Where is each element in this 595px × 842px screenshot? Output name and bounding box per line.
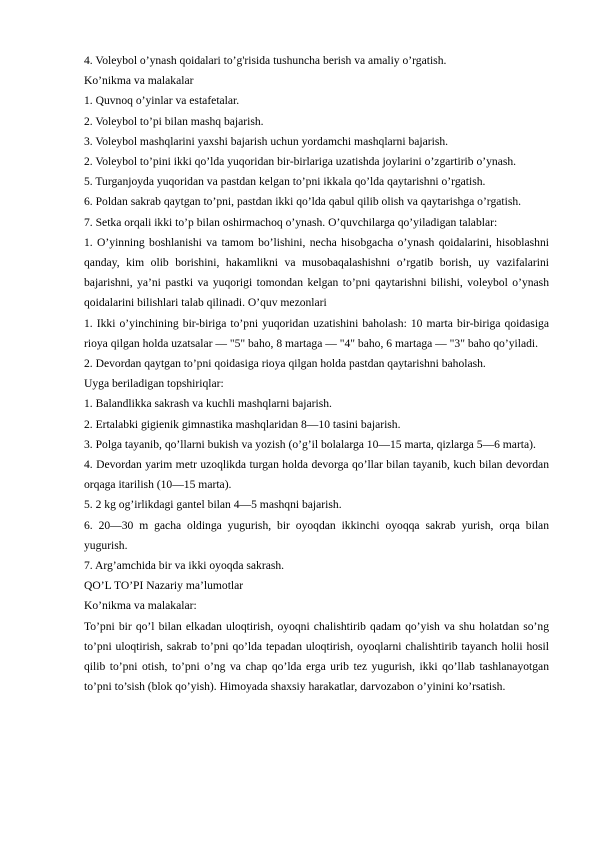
paragraph-15: 2. Ertalabki gigienik gimnastika mashqlaridan 8—10 tasini bajarish. [84, 417, 401, 431]
paragraph-4: 2. Voleybol to’pi bilan mashq bajarish. [84, 114, 264, 128]
paragraph-1: 4. Voleybol o’ynash qoidalari to’g'risida tushuncha berish va amaliy o’rgatish. [84, 54, 447, 67]
paragraph-13: Uyga beriladigan topshiriqlar: [84, 377, 224, 391]
paragraph-18: 5. 2 kg og’irlikdagi gantel bilan 4—5 mashqni bajarish. [84, 498, 342, 512]
paragraph-5: 3. Voleybol mashqlarini yaxshi bajarish uchun yordamchi mashqlarni bajarish. [84, 134, 449, 148]
paragraph-6: 2. Voleybol to’pini ikki qo’lda yuqoridan bir-birlariga uzatishda joylarini o’zgartirib o’ynash. [84, 155, 517, 169]
paragraph-17: 4. Devordan yarim metr uzoqlikda turgan holda devorga qo’llar bilan tayanib, kuch bilan devordan orqaga itarilish (10—15 marta). [84, 458, 549, 492]
paragraph-2: Ko’nikma va malakalar [84, 74, 194, 88]
paragraph-12: 2. Devordan qaytgan to’pni qoidasiga rioya qilgan holda pastdan qaytarishni baholash. [84, 357, 486, 371]
paragraph-23: To’pni bir qo’l bilan elkadan uloqtirish, oyoqni chalishtirib qadam qo’yish va shu holatdan so’ng to’pni uloqtirish, sakrab to’pni qo’lda tepadan uloqtirish, oyoqlarni chalishtirib tayanch holii hosil qilib to’pni otish, to’pni o’ng va chap qo’lda erga urib tez yugurish, ikki qo’llab tashlanayotgan to’pni to’sish (blok qo’yish). Himoyada shaxsiy harakatlar, darvozabon o’yinini ko’rsatish. [84, 619, 549, 694]
paragraph-10: 1. O’yinning boshlanishi va tamom bo’lishini, necha hisobgacha o’ynash qoidalarini, hisoblashni qanday, kim olib borishini, hakamlikni va musobaqalashishni o’rgatib borish, uy vazifalarini bajarishni, ya’ni pastki va yuqorigi tomondan kelgan to’pni qaytarishni bilishi, voleybol o’ynash qoidalarini bilishlari talab qilinadi. O’quv mezonlari [84, 235, 549, 310]
paragraph-7: 5. Turganjoyda yuqoridan va pastdan kelgan to’pni ikkala qo’lda qaytarishni o’rgatish. [84, 175, 486, 189]
paragraph-3: 1. Quvnoq o’yinlar va estafetalar. [84, 94, 240, 108]
paragraph-9: 7. Setka orqali ikki to’p bilan oshirmachoq o’ynash. O’quvchilarga qo’yiladigan talablar: [84, 215, 498, 229]
document-page [84, 51, 549, 698]
paragraph-14: 1. Balandlikka sakrash va kuchli mashqlarni bajarish. [84, 397, 332, 411]
paragraph-16: 3. Polga tayanib, qo’llarni bukish va yozish (o’g’il bolalarga 10—15 marta, qizlarga 5—6 marta). [84, 437, 536, 451]
paragraph-11: 1. Ikki o’yinchining bir-biriga to’pni yuqoridan uzatishini baholash: 10 marta bir-biriga qoidasiga rioya qilgan holda uzatsalar — "5" baho, 8 martaga — "4" baho, 6 martaga — "3" baho qo’yiladi. [84, 316, 549, 350]
paragraph-8: 6. Poldan sakrab qaytgan to’pni, pastdan ikki qo’lda qabul qilib olish va qaytarishga o’rgatish. [84, 195, 522, 209]
paragraph-19: 6. 20—30 m gacha oldinga yugurish, bir oyoqdan ikkinchi oyoqqa sakrab yurish, orqa bilan yugurish. [84, 518, 549, 552]
paragraph-20: 7. Arg’amchida bir va ikki oyoqda sakrash. [84, 559, 285, 573]
section-heading: QO’L TO’PI Nazariy ma’lumotlar [84, 579, 244, 593]
paragraph-22: Ko’nikma va malakalar: [84, 599, 197, 613]
